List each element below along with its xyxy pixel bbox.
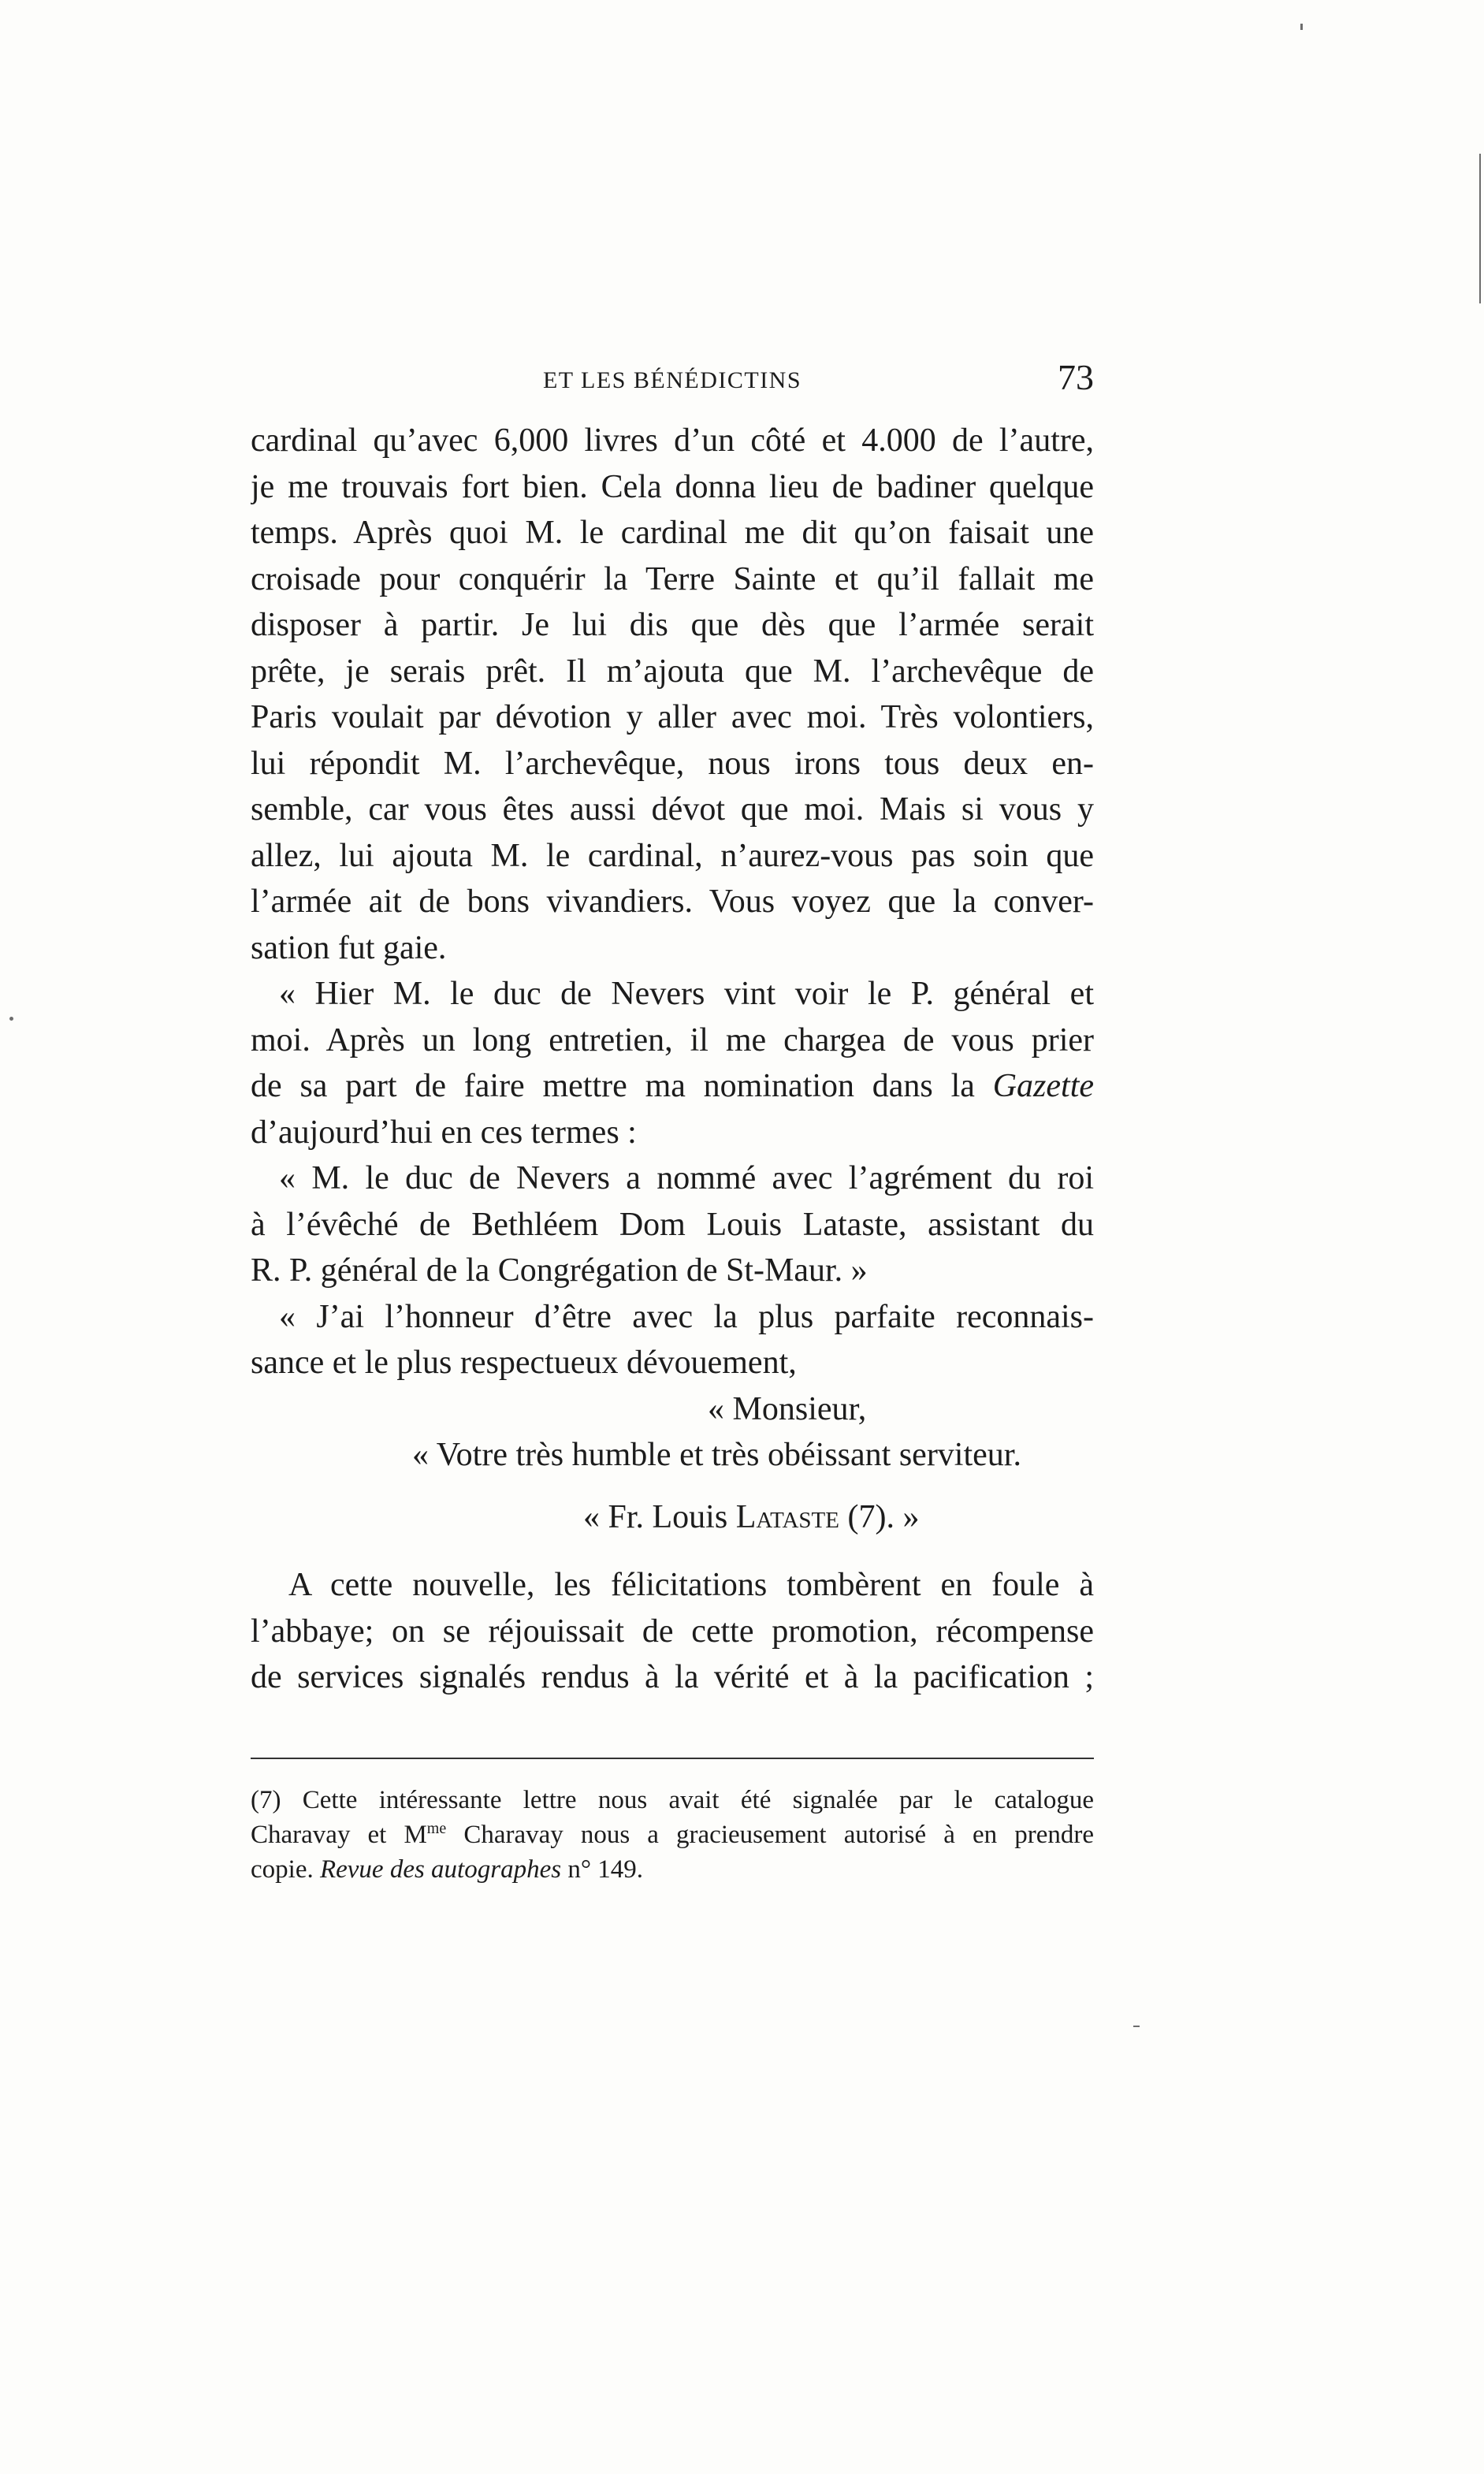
scan-speck: [1133, 2026, 1140, 2027]
signature-surname: Lataste: [735, 1498, 839, 1535]
page-header: [251, 356, 1094, 404]
superscript: me: [426, 1820, 447, 1837]
footnote-line: [251, 1852, 1094, 1887]
text-line: A cette nouvelle, les félicitations tombèrent en foule à: [288, 1567, 1094, 1603]
text-line: [251, 1063, 1094, 1110]
text-line: disposer à partir. Je lui dis que dès que l’armée serait: [251, 607, 1094, 643]
scan-edge-mark: [1479, 154, 1481, 303]
text-line: sation fut gaie.: [251, 929, 447, 966]
page-number: 73: [1058, 357, 1094, 397]
text-line: je me trouvais fort bien. Cela donna lieu de badiner quelque: [251, 468, 1094, 505]
footnote-segment: n° 149.: [567, 1855, 644, 1884]
text-line: l’abbaye; on se réjouissait de cette promotion, récompense: [251, 1613, 1094, 1650]
letter-closing: « Votre très humble et très obéissant serviteur.: [412, 1437, 1021, 1473]
text-line: Paris voulait par dévotion y aller avec moi. Très volontiers,: [251, 699, 1094, 735]
text-line: moi. Après un long entretien, il me chargea de vous prier: [251, 1021, 1094, 1058]
main-text: [251, 418, 1094, 1701]
footnote-line: (7) Cette intéressante lettre nous avait été signalée par le catalogue: [251, 1786, 1094, 1814]
text-line: d’aujourd’hui en ces termes :: [251, 1114, 637, 1151]
paragraph-gap: [251, 1540, 1094, 1562]
footnote-rule: [251, 1758, 1094, 1759]
footnote-segment: copie.: [251, 1855, 314, 1884]
text-line: « J’ai l’honneur d’être avec la plus parfaite reconnais-: [279, 1298, 1094, 1335]
letter-salutation: « Monsieur,: [708, 1390, 867, 1427]
text-line: « Hier M. le duc de Nevers vint voir le P. général et: [279, 976, 1094, 1012]
letter-signature: [251, 1494, 1094, 1541]
newspaper-title: Gazette: [992, 1068, 1094, 1104]
footnote-segment: Charavay et M: [251, 1821, 427, 1849]
text-line: semble, car vous êtes aussi dévot que moi. Mais si vous y: [251, 791, 1094, 828]
text-line: « M. le duc de Nevers a nommé avec l’agrément du roi: [279, 1160, 1094, 1196]
footnote-line: [251, 1817, 1094, 1852]
text-line: de services signalés rendus à la vérité et à la pacification ;: [251, 1659, 1094, 1695]
footnote-segment: Charavay nous a gracieusement autorisé à en prendre: [446, 1821, 1094, 1849]
scan-speck: [9, 1017, 13, 1021]
text-line: temps. Après quoi M. le cardinal me dit qu’on faisait une: [251, 515, 1094, 551]
journal-title: Revue des autographes: [319, 1855, 562, 1884]
footnote: [251, 1783, 1094, 1887]
scan-speck: [1300, 24, 1303, 30]
text-line: sance et le plus respectueux dévouement,: [251, 1345, 797, 1381]
text-line: croisade pour conquérir la Terre Sainte et qu’il fallait me: [251, 560, 1094, 597]
text-segment: de sa part de faire mettre ma nomination dans la: [251, 1068, 975, 1104]
footnote-reference: (7). »: [847, 1498, 920, 1535]
text-line: l’armée ait de bons vivandiers. Vous voyez que la conver-: [251, 884, 1094, 920]
text-line: allez, lui ajouta M. le cardinal, n’aurez-vous pas soin que: [251, 837, 1094, 874]
running-title: ET LES BÉNÉDICTINS: [542, 367, 802, 393]
text-line: cardinal qu’avec 6,000 livres d’un côté et 4.000 de l’autre,: [251, 422, 1094, 459]
text-line: prête, je serais prêt. Il m’ajouta que M. l’archevêque de: [251, 653, 1094, 690]
signature-prefix: « Fr. Louis: [583, 1498, 728, 1535]
text-line: lui répondit M. l’archevêque, nous irons tous deux en-: [251, 745, 1094, 782]
text-line: R. P. général de la Congrégation de St-Maur. »: [251, 1252, 868, 1289]
text-line: à l’évêché de Bethléem Dom Louis Lataste, assistant du: [251, 1206, 1094, 1243]
